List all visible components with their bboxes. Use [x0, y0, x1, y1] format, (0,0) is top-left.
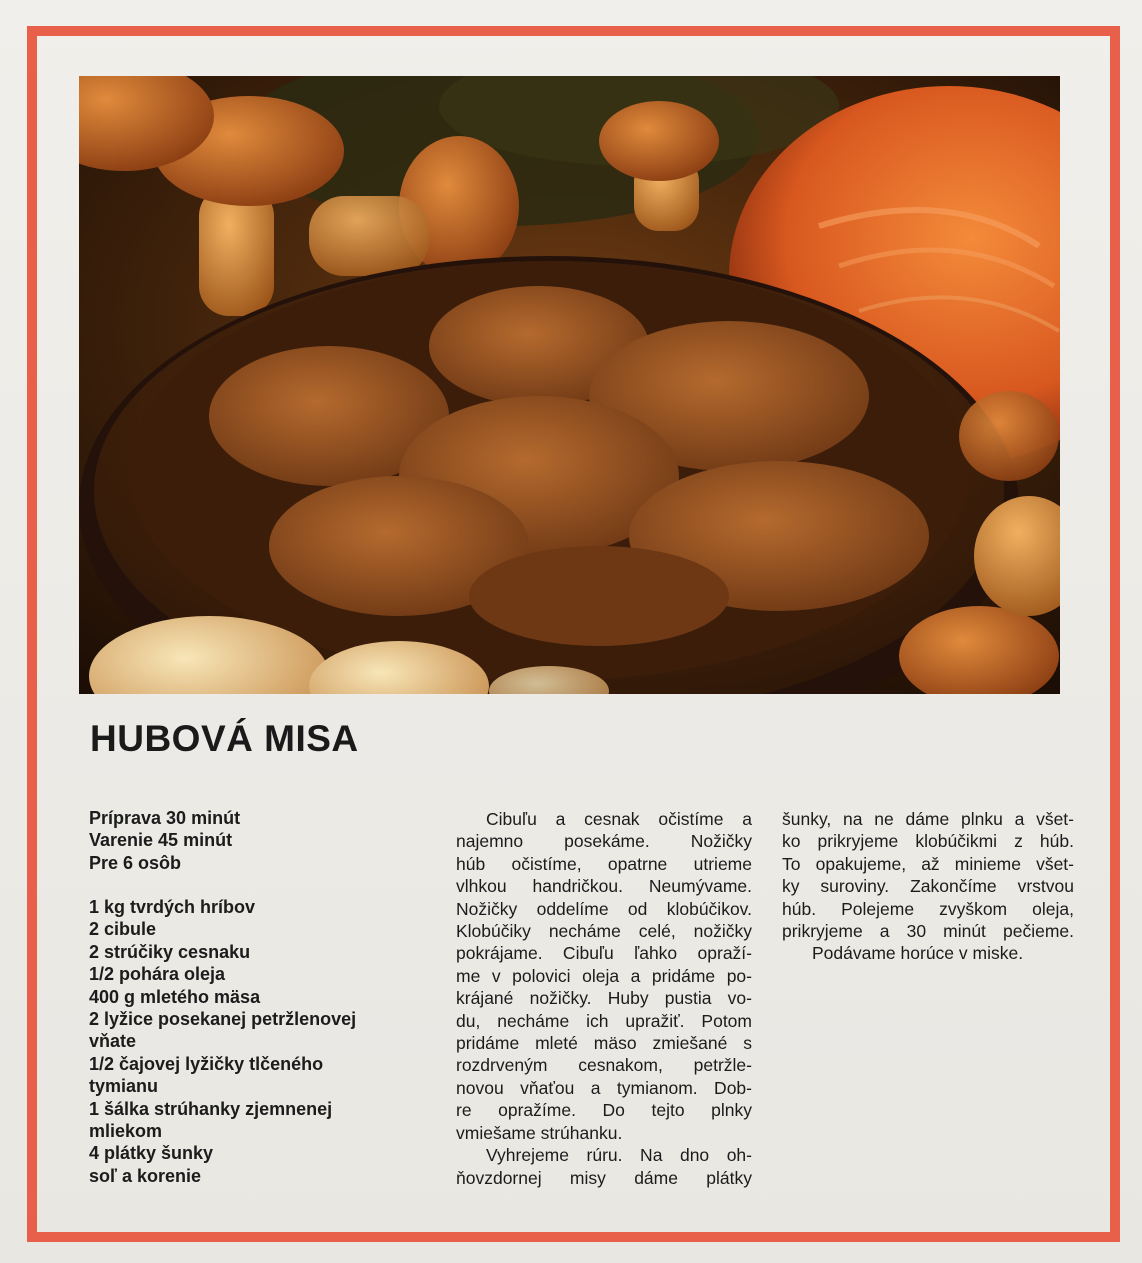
ingredient-item: 400 g mletého mäsa [89, 986, 261, 1007]
method-line: ňovzdornej misy dáme plátky [456, 1167, 752, 1188]
ingredient-item: 1 kg tvrdých hríbov [89, 897, 256, 917]
ingredient-item: vňate [89, 1031, 137, 1052]
method-line: vlhkou handričkou. Neumývame. [456, 876, 752, 897]
method-line: re opražíme. Do tejto plnky [456, 1100, 752, 1121]
method-line: rozdrveným cesnakom, petržle- [456, 1055, 752, 1076]
recipe-title: HUBOVÁ MISA [90, 718, 359, 759]
method-line: vmiešame strúhanku. [456, 1122, 623, 1143]
method-line: pridáme mleté mäso zmiešané s [456, 1033, 752, 1054]
ingredient-list [89, 896, 419, 1187]
method-line: Nožičky oddelíme od klobúčikov. [456, 898, 752, 919]
method-line: húb. Polejeme zvyškom oleja, [782, 898, 1074, 919]
ingredient-item: 1/2 čajovej lyžičky tlčeného [89, 1053, 324, 1074]
ingredient-item: 1 šálka strúhanky zjemnenej [89, 1098, 333, 1119]
method-line: šunky, na ne dáme plnku a všet- [782, 809, 1074, 829]
ingredient-item: 2 lyžice posekanej petržlenovej [89, 1009, 357, 1030]
method-line: ko prikryjeme klobúčikmi z húb. [782, 831, 1074, 852]
prep-time: Príprava 30 minút [89, 808, 241, 828]
method-line: ky suroviny. Zakončíme vrstvou [782, 876, 1074, 897]
method-line: Klobúčiky necháme celé, nožičky [456, 921, 752, 942]
method-line: najemno posekáme. Nožičky [456, 831, 752, 852]
servings: Pre 6 osôb [89, 852, 182, 873]
cook-time: Varenie 45 minút [89, 830, 233, 851]
method-line: pokrájame. Cibuľu ľahko opraží- [456, 943, 752, 964]
method-line: me v polovici oleja a pridáme po- [456, 965, 752, 986]
method-line: Cibuľu a cesnak očistíme a [486, 809, 752, 829]
method-line: krájané nožičky. Huby pustia vo- [456, 988, 752, 1009]
recipe-meta [89, 807, 240, 874]
method-line: prikryjeme a 30 minút pečieme. [782, 921, 1074, 942]
recipe-photo [79, 76, 1060, 694]
method-column-1 [456, 808, 752, 1189]
method-line: húb očistíme, opatrne utrieme [456, 853, 752, 874]
method-line: Vyhrejeme rúru. Na dno oh- [486, 1145, 752, 1166]
method-line: novou vňaťou a tymianom. Dob- [456, 1077, 752, 1098]
method-line: Podávame horúce v miske. [812, 943, 1024, 964]
ingredient-item: tymianu [89, 1076, 159, 1097]
ingredient-item: soľ a korenie [89, 1165, 201, 1186]
ingredient-item: 2 cibule [89, 919, 157, 940]
method-column-2 [782, 808, 1074, 965]
method-line: du, necháme ich upražiť. Potom [456, 1010, 752, 1031]
method-line: To opakujeme, až minieme všet- [782, 853, 1074, 874]
ingredient-item: 2 strúčiky cesnaku [89, 941, 251, 962]
ingredient-item: 4 plátky šunky [89, 1143, 214, 1164]
ingredient-item: mliekom [89, 1121, 163, 1142]
ingredient-item: 1/2 pohára oleja [89, 964, 226, 985]
